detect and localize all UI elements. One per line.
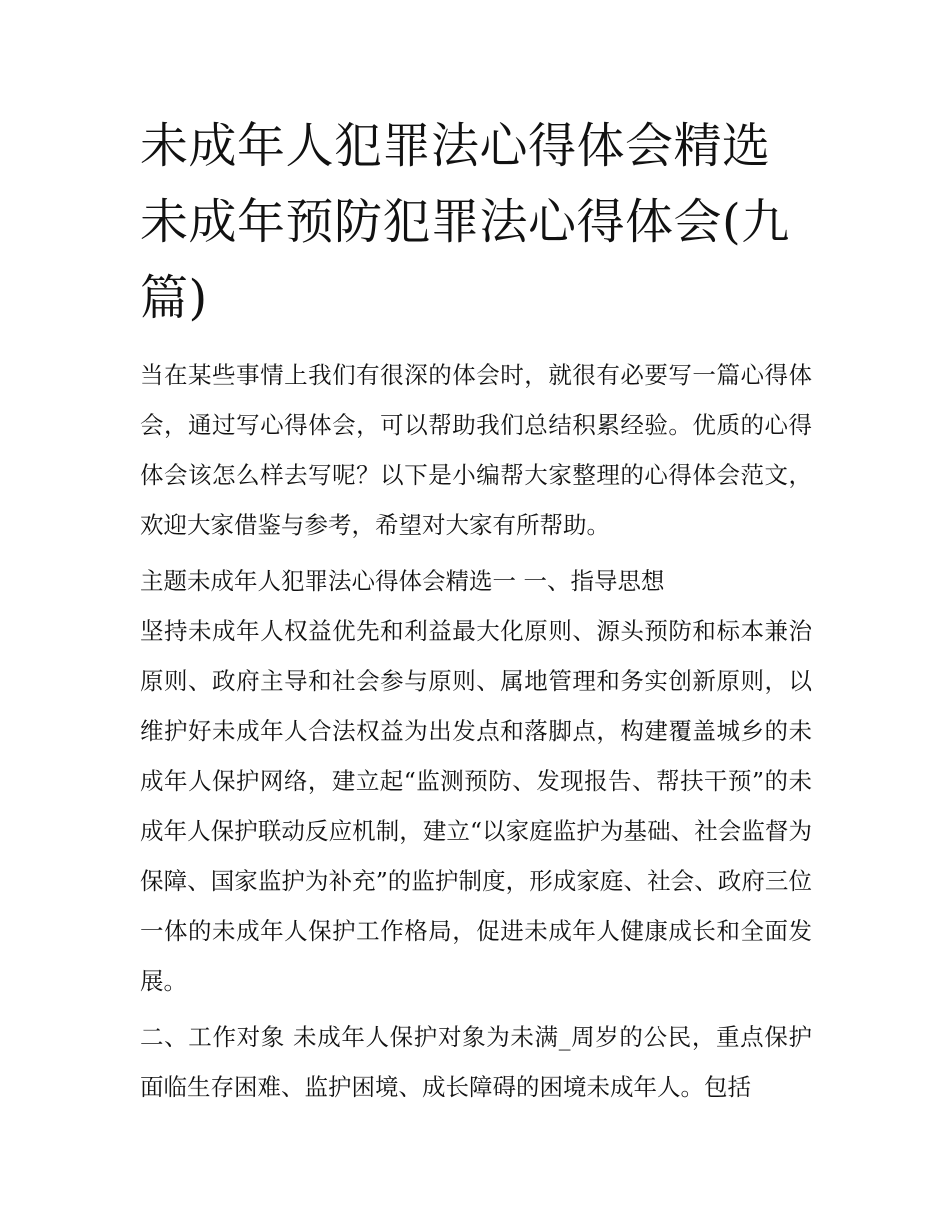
section-heading-guiding-thought: 主题未成年人犯罪法心得体会精选一 一、指导思想: [140, 567, 665, 595]
document-title: 未成年人犯罪法心得体会精选未成年预防犯罪法心得体会(九篇): [140, 118, 790, 326]
intro-paragraph: 当在某些事情上我们有很深的体会时，就很有必要写一篇心得体会，通过写心得体会，可以帮助我们总结积累经验。优质的心得体会该怎么样去写呢？以下是小编帮大家整理的心得体会范文，欢迎大家借鉴与参考，希望对大家有所帮助。: [140, 361, 812, 539]
work-targets-paragraph: 二、工作对象 未成年人保护对象为未满_周岁的公民，重点保护面临生存困难、监护困境、成长障碍的困境未成年人。包括: [140, 1023, 812, 1101]
guiding-thought-paragraph: 坚持未成年人权益优先和利益最大化原则、源头预防和标本兼治原则、政府主导和社会参与原则、属地管理和务实创新原则，以维护好未成年人合法权益为出发点和落脚点，构建覆盖城乡的未成年人保护网络，建立起“监测预防、发现报告、帮扶干预”的未成年人保护联动反应机制，建立“以家庭监护为基础、社会监督为保障、国家监护为补充”的监护制度，形成家庭、社会、政府三位一体的未成年人保护工作格局，促进未成年人健康成长和全面发展。: [140, 617, 812, 995]
document-content: [140, 108, 812, 1118]
